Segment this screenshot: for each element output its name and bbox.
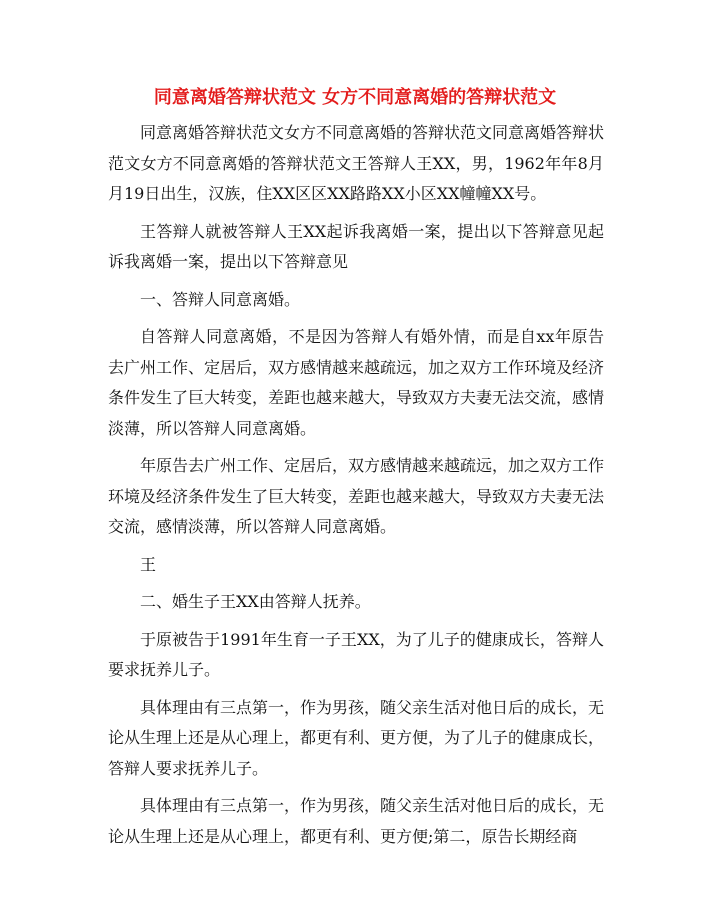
- document-body: [108, 118, 604, 859]
- paragraph: 年原告去广州工作、定居后，双方感情越来越疏远，加之双方工作环境及经济条件发生了巨大转变，差距也越来越大，导致双方夫妻无法交流，感情淡薄，所以答辩人同意离婚。: [108, 456, 605, 536]
- paragraph: 王: [140, 554, 157, 574]
- paragraph: 具体理由有三点第一，作为男孩，随父亲生活对他日后的成长，无论从生理上还是从心理上，都更有利、更方便，为了儿子的健康成长，答辩人要求抚养儿子。: [108, 697, 605, 778]
- document-title: 同意离婚答辩状范文 女方不同意离婚的答辩状范文: [153, 87, 557, 108]
- paragraph: 于原被告于1991年生育一子王XX，为了儿子的健康成长，答辩人要求抚养儿子。: [108, 629, 604, 679]
- paragraph: 具体理由有三点第一，作为男孩，随父亲生活对他日后的成长，无论从生理上还是从心理上，都更有利、更方便;第二，原告长期经商: [108, 796, 605, 846]
- section-heading: 二、婚生子王XX由答辩人抚养。: [140, 592, 371, 611]
- paragraph: 同意离婚答辩状范文女方不同意离婚的答辩状范文同意离婚答辩状范文女方不同意离婚的答辩状范文王答辩人王XX，男，1962年年8月月19日出生，汉族，住XX区区XX路路XX小区XX幢幢XX号。: [108, 123, 605, 203]
- section-heading: 一、答辩人同意离婚。: [140, 289, 301, 309]
- paragraph: 王答辩人就被答辩人王XX起诉我离婚一案，提出以下答辩意见起诉我离婚一案，提出以下答辩意见: [108, 221, 604, 271]
- paragraph: 自答辩人同意离婚，不是因为答辩人有婚外情，而是自xx年原告去广州工作、定居后，双方感情越来越疏远，加之双方工作环境及经济条件发生了巨大转变，差距也越来越大，导致双方夫妻无法交流，感情淡薄，所以答辩人同意离婚。: [108, 327, 605, 438]
